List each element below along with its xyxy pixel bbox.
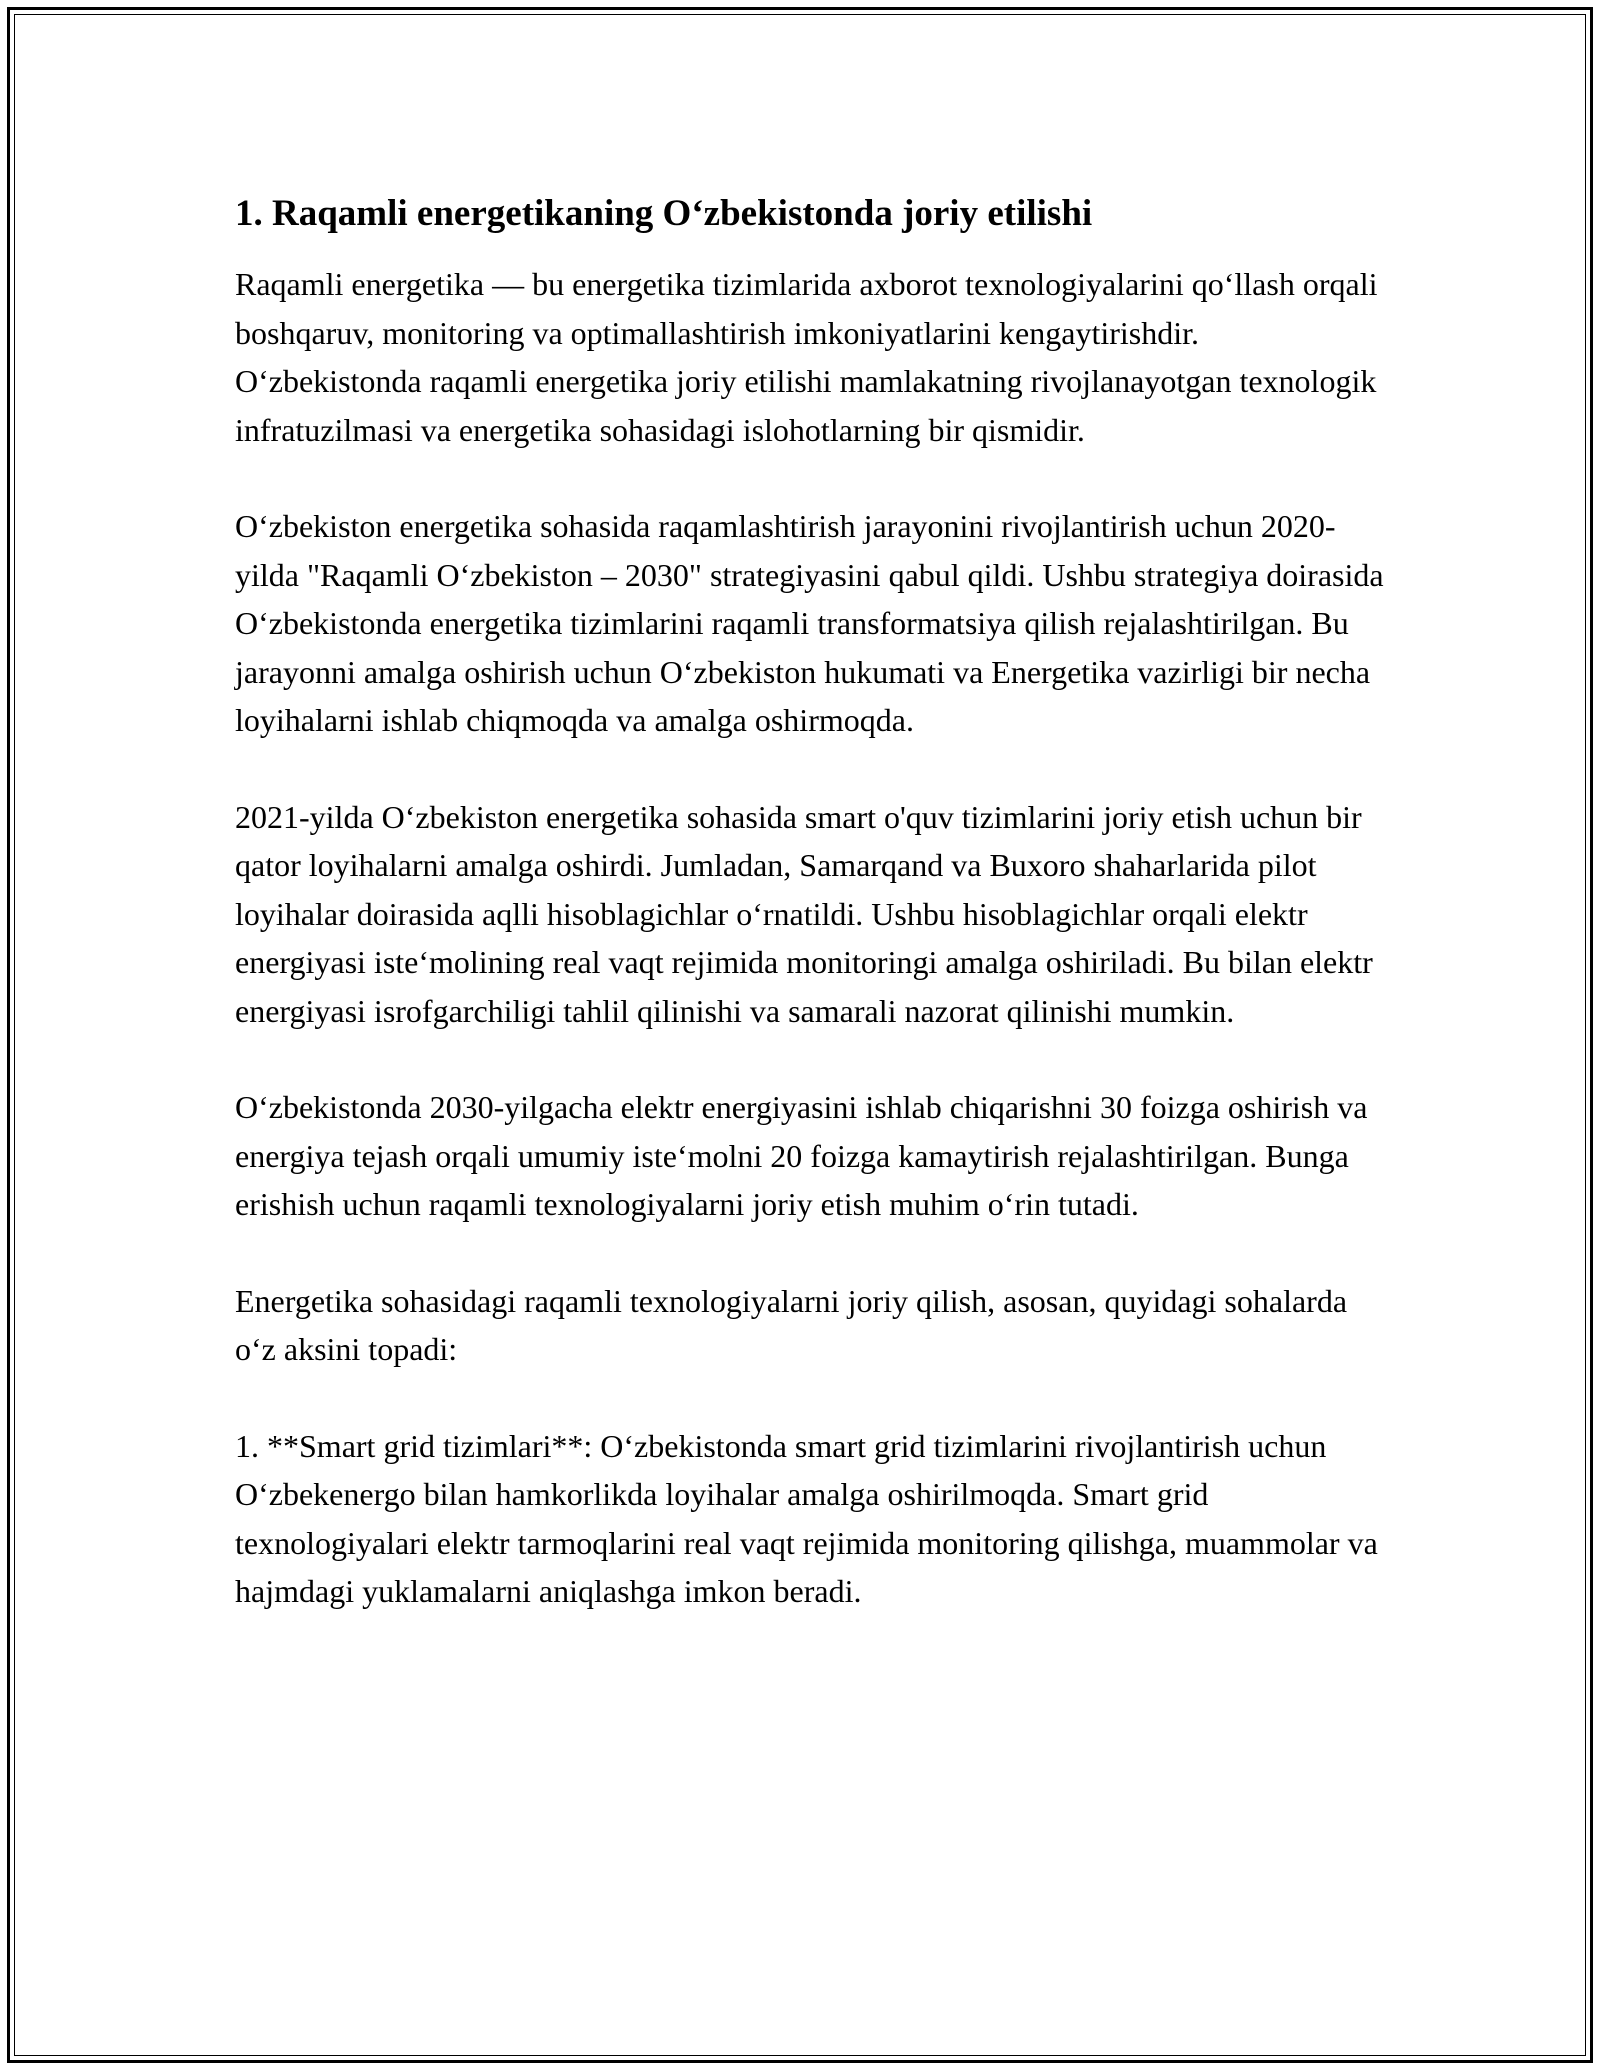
paragraph-intro: Raqamli energetika — bu energetika tizimlarida axborot texnologiyalarini qo‘llash orqali boshqaruv, monitoring va optimallashtirish imkoniyatlarini kengaytirishdir. O‘zbekistonda raqamli energetika joriy etilishi mamlakatning rivojlanayotgan texnologik infratuzilmasi va energetika sohasidagi islohotlarning bir qismidir. (235, 266, 1378, 448)
paragraph-targets: O‘zbekistonda 2030-yilgacha elektr energiyasini ishlab chiqarishni 30 foizga oshirish va energiya tejash orqali umumiy iste‘molni 20 foizga kamaytirish rejalashtirilgan. Bunga erishish uchun raqamli texnologiyalarni joriy etish muhim o‘rin tutadi. (235, 1089, 1368, 1222)
list-item-smart-grid: 1. **Smart grid tizimlari**: O‘zbekistonda smart grid tizimlarini rivojlantirish uchun O‘zbekenergo bilan hamkorlikda loyihalar amalga oshirilmoqda. Smart grid texnologiyalari elektr tarmoqlarini real vaqt rejimida monitoring qilishga, muammolar va hajmdagi yuklamalarni aniqlashga imkon beradi. (235, 1427, 1378, 1609)
document-title: 1. Raqamli energetikaning O‘zbekistonda joriy etilishi (235, 193, 1093, 234)
document-body (235, 190, 1385, 1664)
paragraph-areas-intro: Energetika sohasidagi raqamli texnologiyalarni joriy qilish, asosan, quyidagi sohalarda o‘z aksini topadi: (235, 1282, 1348, 1367)
paragraph-strategy: O‘zbekiston energetika sohasida raqamlashtirish jarayonini rivojlantirish uchun 2020-yilda "Raqamli O‘zbekiston – 2030" strategiyasini qabul qildi. Ushbu strategiya doirasida O‘zbekistonda energetika tizimlarini raqamli transformatsiya qilish rejalashtirilgan. Bu jarayonni amalga oshirish uchun O‘zbekiston hukumati va Energetika vazirligi bir necha loyihalarni ishlab chiqmoqda va amalga oshirmoqda. (235, 508, 1384, 738)
paragraph-pilot-projects: 2021-yilda O‘zbekiston energetika sohasida smart o'quv tizimlarini joriy etish uchun bir qator loyihalarni amalga oshirdi. Jumladan, Samarqand va Buxoro shaharlarida pilot loyihalar doirasida aqlli hisoblagichlar o‘rnatildi. Ushbu hisoblagichlar orqali elektr energiyasi iste‘molining real vaqt rejimida monitoringi amalga oshiriladi. Bu bilan elektr energiyasi isrofgarchiligi tahlil qilinishi va samarali nazorat qilinishi mumkin. (235, 798, 1373, 1029)
